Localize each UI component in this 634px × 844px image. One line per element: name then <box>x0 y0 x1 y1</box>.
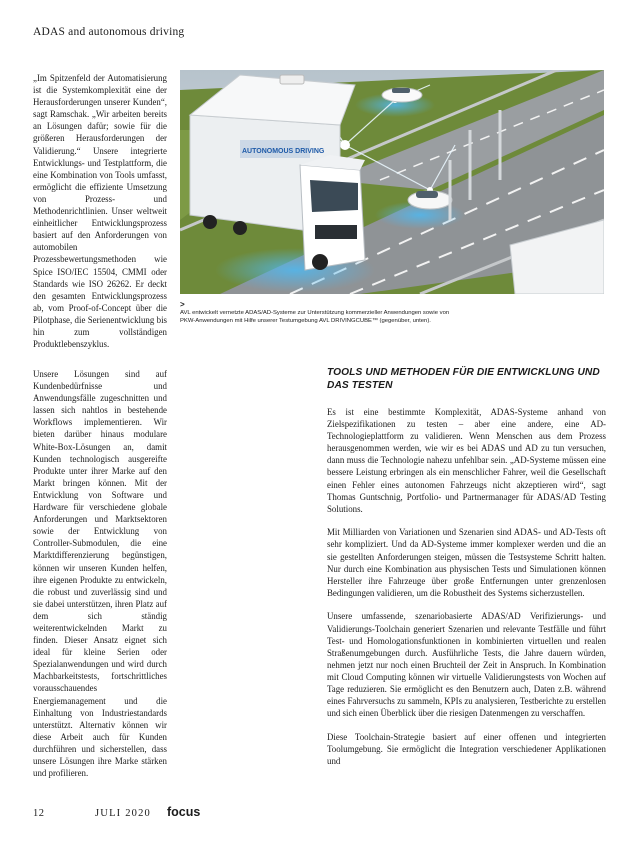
page-footer <box>33 805 200 819</box>
body-paragraph: Diese Toolchain-Strategie basiert auf einer offenen und integrierten Toolumgebung. Sie ermöglicht die Integration verschiedener Applikationen und <box>327 731 606 766</box>
caption-arrow-icon: > <box>180 300 185 309</box>
car-front <box>408 191 452 209</box>
magazine-logo: focus <box>167 805 201 819</box>
car-far <box>382 88 422 102</box>
body-paragraph: Unsere umfassende, szenariobasierte ADAS/AD Verifizierungs- und Validierungs-Toolchain generiert Szenarien und relevante Testfälle und führt Test- und Homologationsfunktionen in kombinierten virtuellen und realen Straßenumgebungen durch. Ausführliche Tests, die Jahre dauern würden, nehmen jetzt nur noch einen Bruchteil der Zeit in Anspruch. In Kombination mit Cloud Computing können wir virtuelle Validierungstests von Wochen auf Tage reduzieren. Sie ermöglicht es den Benutzern auch, Daten z.B. während eines Fahrversuchs zu sammeln, KPIs zu analysieren, Testberichte zu erstellen und sich einen Überblick über die riesigen Datenmengen zu verschaffen. <box>327 611 606 719</box>
truck-cab <box>300 165 365 270</box>
figure-caption <box>180 301 450 325</box>
left-column-bottom <box>33 368 167 779</box>
truck-logo-text: AUTONOMOUS DRIVING <box>242 148 325 155</box>
autonomous-truck-illustration <box>180 70 604 294</box>
running-header: ADAS and autonomous driving <box>33 26 185 38</box>
section-heading: TOOLS UND METHODEN FÜR DIE ENTWICKLUNG UND DAS TESTEN <box>327 367 600 391</box>
hero-image <box>180 70 604 294</box>
body-paragraph: Unsere Lösungen sind auf Kundenbedürfnisse und Anwendungsfälle zugeschnitten und lassen sich nahtlos in bestehende Workflows implementieren. Wir bieten darüber hinaus modulare White-Box-Lösungen an, damit Kunden technologisch ausgereifte Produkte unter ihrer Marke auf den Markt bringen können. Mit der Entwicklung von Software und Hardware für verschiedene globale Anforderungen und Marktsektoren sowie der Entwicklung von Controller-Submodulen, die eine Marktdifferenzierung begünstigen, können wir unseren Kunden helfen, ihre eigenen Produkte zu entwickeln, die robust und zuverlässig sind und sie dabei unterstützen, ihren Platz auf dem sich ständig weiterentwickelnden Markt zu finden. Dieser Ansatz eignet sich ideal für kleine Serien oder Spezialanwendungen und wird durch Machbarkeitstests, fortschrittliches vorausschauendes Energiemanagement und die Einhaltung von Industriestandards unterstützt. Alternativ können wir diese Arbeit auch für Kunden durchführen und sicherstellen, dass unsere Lösungen ihre Marke stärken und profilieren. <box>33 369 167 779</box>
car-distant <box>280 75 304 84</box>
body-paragraph: Mit Milliarden von Variationen und Szenarien sind ADAS- und AD-Tests oft sehr kompliziert. Und da AD-Systeme immer komplexer werden und die an sie gestellten Anforderungen steigen, müssen die Testsysteme Schritt halten. Nur durch eine Kombination aus physischen Tests und Simulationen können Hersteller ihre Fahrzeuge über große Entfernungen unter grenzenlosen Bedingungen validieren, um die Robustheit des Systems sicherzustellen. <box>327 527 606 598</box>
body-paragraph: Es ist eine bestimmte Komplexität, ADAS-Systeme anhand von Zielspezifikationen zu testen – aber eine andere, eine AD-Technologieplattform zu validieren. Wenn Menschen aus dem Prozess herausgenommen werden, wie wir es bei ADAS und AD zu tun versuchen, dann muss die Technologie nahezu unfehlbar sein. „AD-Systeme müssen eine bessere Leistung erbringen als ein menschlicher Fahrer, weil die Gesellschaft einen Fehler eines autonomen Fahrzeugs nicht akzeptieren wird“, sagt Thomas Guntschnig, Portfolio- und Partnermanager für ADAS/AD Testing Solutions. <box>327 407 606 514</box>
page-number: 12 <box>33 808 45 819</box>
caption-text: AVL entwickelt vernetzte ADAS/AD-Systeme zur Unterstützung kommerzieller Anwendungen sowie von PKW-Anwendungen mit Hilfe unserer Testumgebung AVL DRIVINGCUBE™ (gegenüber, unten). <box>180 310 450 324</box>
body-paragraph: „Im Spitzenfeld der Automatisierung ist die Systemkomplexität eine der Herausforderungen unserer Kunden“, sagt Ramschak. „Wir arbeiten bereits an Lösungen dafür; sowie für die größeren Herausforderungen der Validierung.“ Unsere integrierte Entwicklungs- und Testplattform, die eine Kombination von Tools umfasst, ermöglicht die effiziente Umsetzung von Prozess- und Methodenrichtlinien. Unser weltweit einheitlicher Entwicklungsprozess basiert auf den Anforderungen von automobilen Prozessbewertungsmethoden wie Spice ISO/IEC 15504, CMMI oder Standards wie ISO 26262. Er deckt den gesamten Entwicklungsprozess ab, vom Proof-of-Concept über die Pilotphase, die Serienentwicklung bis hin zum vollständigen Produktlebenszyklus. <box>33 73 167 350</box>
right-column <box>327 366 606 779</box>
left-column-top <box>33 72 167 350</box>
signal-node <box>340 140 350 150</box>
issue-date: JULI 2020 <box>95 808 152 819</box>
